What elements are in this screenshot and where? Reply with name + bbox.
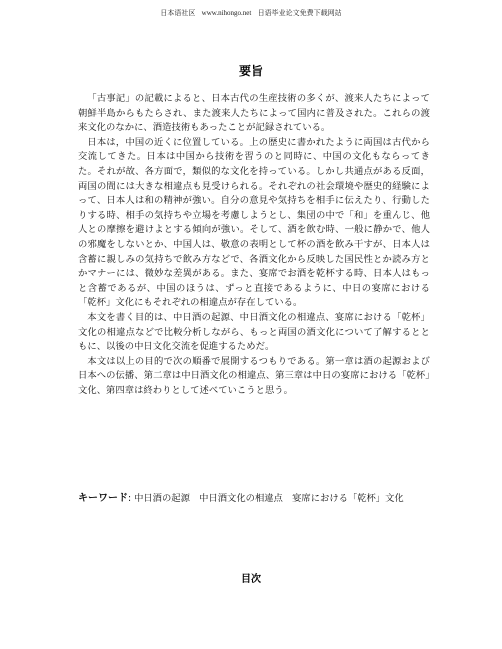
abstract-paragraph-2: 日本は，中国の近くに位置している。上の歴史に書かれたように両国は古代から交流してきた。日本は中国から技術を習うのと同時に、中国の文化もならってきた。それが故、各方面で，類似的な文化を持っている。しかし共通点がある反面，両国の間には大きな相違点も見受けられる。それぞれの社会環境や歴史的経験によって、日本人は和の精神が強い。自分の意見や気持ちを相手に伝えたり、行動したりする時、相手の気持ちや立場を考慮しようとし、集団の中で「和」を重んじ、他人との摩擦を避けよとする傾向が強い。そして、酒を飲む時、一般に静かで、他人の邪魔をしないとか、中国人は、敬意の表明として杯の酒を飲み干すが、日本人は含蓄に親しみの気持ちで飲み方などで、各酒文化から反映した国民性とか読み方とかマナーには、微妙な差異がある。また、宴席でお酒を乾杯する時、日本人はもっと含蓄であるが、中国のほうは、ずっと直接であるように、中日の宴席における「乾杯」文化にもそれぞれの相違点が存在している。 — [78, 136, 430, 309]
page-header — [0, 8, 502, 18]
abstract-paragraph-1: 「古事記」の記載によると、日本古代の生産技術の多くが、渡来人たちによって朝鮮半島からもたらされ、また渡来人たちによって国内に普及された。これらの渡来文化のなかに、酒造技術もあったことが記録されている。 — [78, 93, 430, 134]
abstract-body — [78, 92, 430, 398]
keywords-section — [78, 492, 430, 507]
abstract-paragraph-3: 本文を書く目的は、中日酒の起源、中日酒文化の相違点、宴席における「乾杯」文化の相違点などで比較分析しながら、もっと両国の酒文化について了解するとともに、以後の中日文化交流を促進するためだ。 — [78, 311, 430, 353]
abstract-paragraph-4: 本文は以上の目的で次の順番で展開するつもりである。第一章は酒の起源および日本への伝播、第二章は中日酒文化の相違点、第三章は中日の宴席における「乾杯」文化、第四章は終わりとして述べていこうと思う。 — [78, 355, 430, 396]
header-site-name: 日本语社区 — [160, 9, 196, 17]
keywords-label: キーワード — [78, 493, 128, 504]
abstract-title: 要旨 — [238, 64, 263, 78]
header-tagline: 日语毕业论文免费下载网站 — [257, 9, 342, 17]
header-url[interactable]: www.nihongo.net — [201, 9, 252, 17]
toc-title: 目次 — [241, 574, 261, 585]
keywords-text: : 中日酒の起源 中日酒文化の相違点 宴席における「乾杯」文化 — [128, 493, 404, 504]
